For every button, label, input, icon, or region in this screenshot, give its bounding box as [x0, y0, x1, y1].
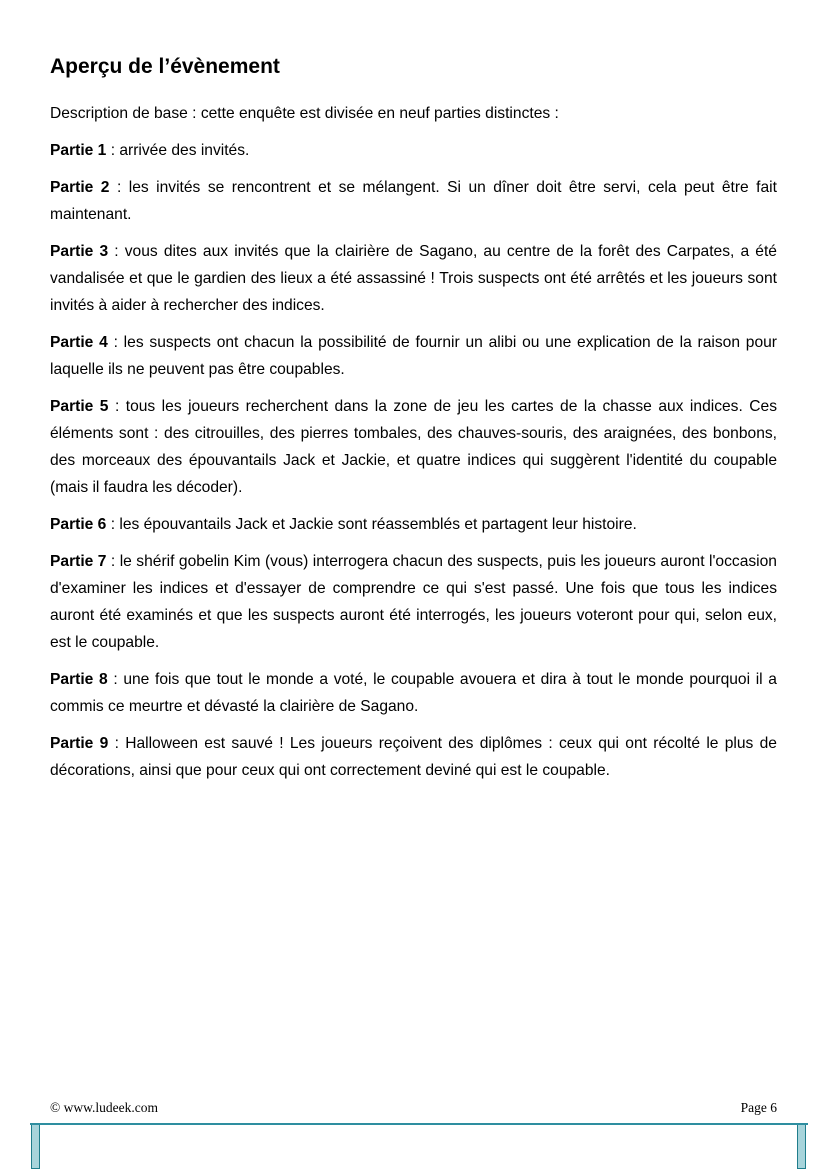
page-content — [50, 50, 777, 794]
part-8-paragraph — [50, 666, 777, 720]
part-text: : vous dites aux invités que la clairière de Sagano, au centre de la forêt des Carpates, a été vandalisée et que le gardien des lieux a été assassiné ! Trois suspects ont été arrêtés et les joueurs sont invités à aider à rechercher des indices. — [50, 243, 777, 314]
page-number: Page 6 — [740, 1100, 777, 1115]
part-label: Partie 5 — [50, 398, 109, 415]
intro-paragraph: Description de base : cette enquête est divisée en neuf parties distinctes : — [50, 105, 559, 122]
part-2-paragraph — [50, 174, 777, 228]
copyright-text: © www.ludeek.com — [50, 1100, 158, 1115]
part-7-paragraph — [50, 548, 777, 656]
part-label: Partie 6 — [50, 516, 107, 533]
part-label: Partie 1 — [50, 142, 107, 159]
part-label: Partie 4 — [50, 334, 108, 351]
page-title: Aperçu de l’évènement — [50, 55, 280, 78]
footer-left-tab — [31, 1125, 40, 1169]
part-text: : les suspects ont chacun la possibilité de fournir un alibi ou une explication de la raison pour laquelle ils ne peuvent pas être coupables. — [50, 334, 777, 378]
part-text: : Halloween est sauvé ! Les joueurs reçoivent des diplômes : ceux qui ont récolté le plus de décorations, ainsi que pour ceux qui ont correctement deviné qui est le coupable. — [50, 735, 777, 779]
part-label: Partie 8 — [50, 671, 108, 688]
part-6-paragraph — [50, 511, 777, 538]
part-3-paragraph — [50, 238, 777, 319]
part-1-paragraph — [50, 137, 777, 164]
part-4-paragraph — [50, 329, 777, 383]
part-text: : une fois que tout le monde a voté, le coupable avouera et dira à tout le monde pourquoi il a commis ce meurtre et dévasté la clairière de Sagano. — [50, 671, 777, 715]
part-text: : le shérif gobelin Kim (vous) interrogera chacun des suspects, puis les joueurs auront l'occasion d'examiner les indices et d'essayer de comprendre ce qui s'est passé. Une fois que tous les indices auront été examinés et que les suspects auront été interrogés, les joueurs voteront pour qui, selon eux, est le coupable. — [50, 553, 777, 651]
part-label: Partie 2 — [50, 179, 110, 196]
part-label: Partie 3 — [50, 243, 109, 260]
footer-rule — [30, 1123, 808, 1125]
part-text: : tous les joueurs recherchent dans la zone de jeu les cartes de la chasse aux indices. Ces éléments sont : des citrouilles, des pierres tombales, des chauves-souris, des araignées, des bonbons, des morceaux des épouvantails Jack et Jackie, et quatre indices qui suggèrent l'identité du coupable (mais il faudra les décoder). — [50, 398, 777, 496]
part-text: : les épouvantails Jack et Jackie sont réassemblés et partagent leur histoire. — [106, 516, 637, 533]
part-text: : arrivée des invités. — [106, 142, 250, 159]
part-9-paragraph — [50, 730, 777, 784]
part-text: : les invités se rencontrent et se mélangent. Si un dîner doit être servi, cela peut être fait maintenant. — [50, 179, 777, 223]
part-5-paragraph — [50, 393, 777, 501]
footer-right-tab — [797, 1125, 806, 1169]
part-label: Partie 7 — [50, 553, 107, 570]
part-label: Partie 9 — [50, 735, 109, 752]
